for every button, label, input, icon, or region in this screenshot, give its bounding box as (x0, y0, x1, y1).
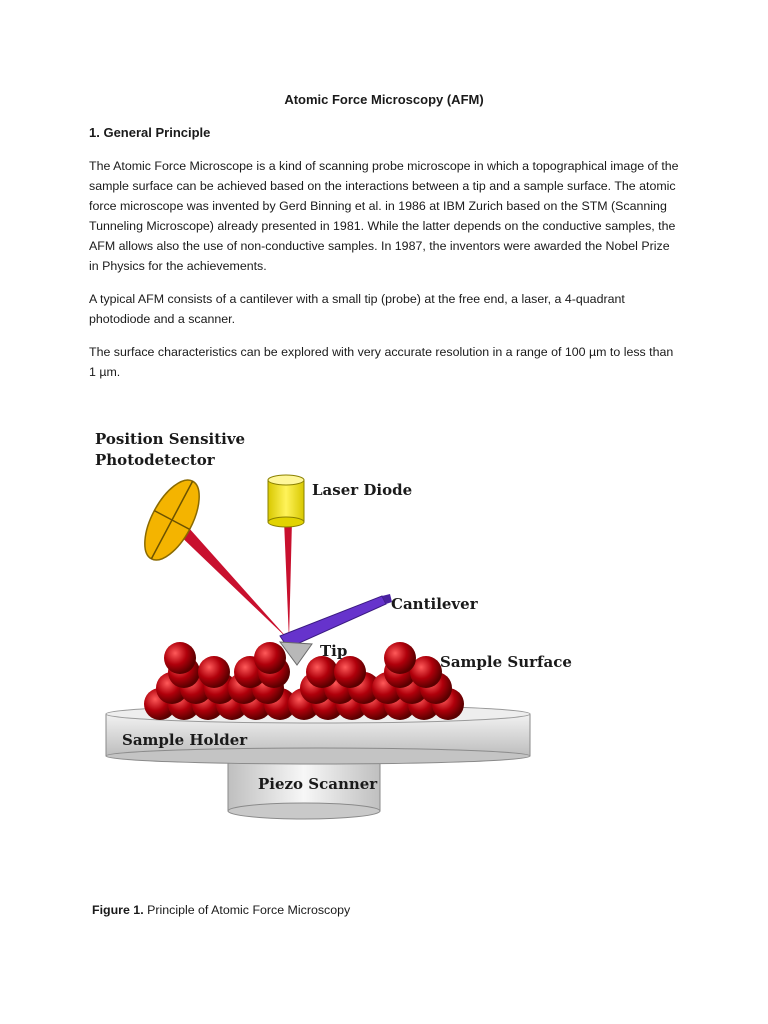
paragraph-afm-components: A typical AFM consists of a cantilever with a small tip (probe) at the free end, a laser, a 4-quadrant photodiode and a scanner. (89, 292, 625, 326)
laser-diode (268, 475, 304, 527)
photodetector (134, 472, 211, 568)
sample-sphere (254, 642, 286, 674)
sample-sphere (164, 642, 196, 674)
label-sample-holder: Sample Holder (122, 731, 248, 749)
label-sample-surface: Sample Surface (440, 653, 572, 671)
page-title: Atomic Force Microscopy (AFM) (284, 92, 484, 107)
afm-diagram (80, 418, 580, 838)
label-laser-diode: Laser Diode (312, 481, 413, 499)
section-heading: 1. General Principle (89, 125, 211, 140)
label-cantilever: Cantilever (391, 595, 478, 613)
label-tip: Tip (320, 642, 348, 660)
figure-caption (92, 903, 350, 917)
sample-sphere (198, 656, 230, 688)
label-piezo-scanner: Piezo Scanner (258, 775, 378, 793)
paragraph-resolution: The surface characteristics can be explored with very accurate resolution in a range of 100 µm to less than 1 µm. (89, 345, 674, 379)
sample-sphere (306, 656, 338, 688)
label-photodetector-line1: Position Sensitive (95, 430, 246, 448)
figure-caption-text: Principle of Atomic Force Microscopy (143, 903, 351, 917)
paragraph-general-principle: The Atomic Force Microscope is a kind of scanning probe microscope in which a topographical image of the sample surface can be achieved based on the interactions between a tip and a sample surface. The atomic force microscope was invented by Gerd Binning et al. in 1986 at IBM Zurich based on the STM (Scanning Tunneling Microscope) already presented in 1981. While the latter depends on the conductive samples, the AFM allows also the use of non-conductive samples. In 1987, the inventors were awarded the Nobel Prize in Physics for the achievements. (89, 159, 679, 273)
sample-sphere (384, 642, 416, 674)
sample-sphere (334, 656, 366, 688)
laser-beam (172, 518, 292, 640)
cantilever (280, 594, 392, 648)
afm-principle-figure (80, 418, 580, 838)
label-photodetector-line2: Photodetector (95, 451, 215, 469)
figure-caption-label: Figure 1. (92, 903, 144, 917)
